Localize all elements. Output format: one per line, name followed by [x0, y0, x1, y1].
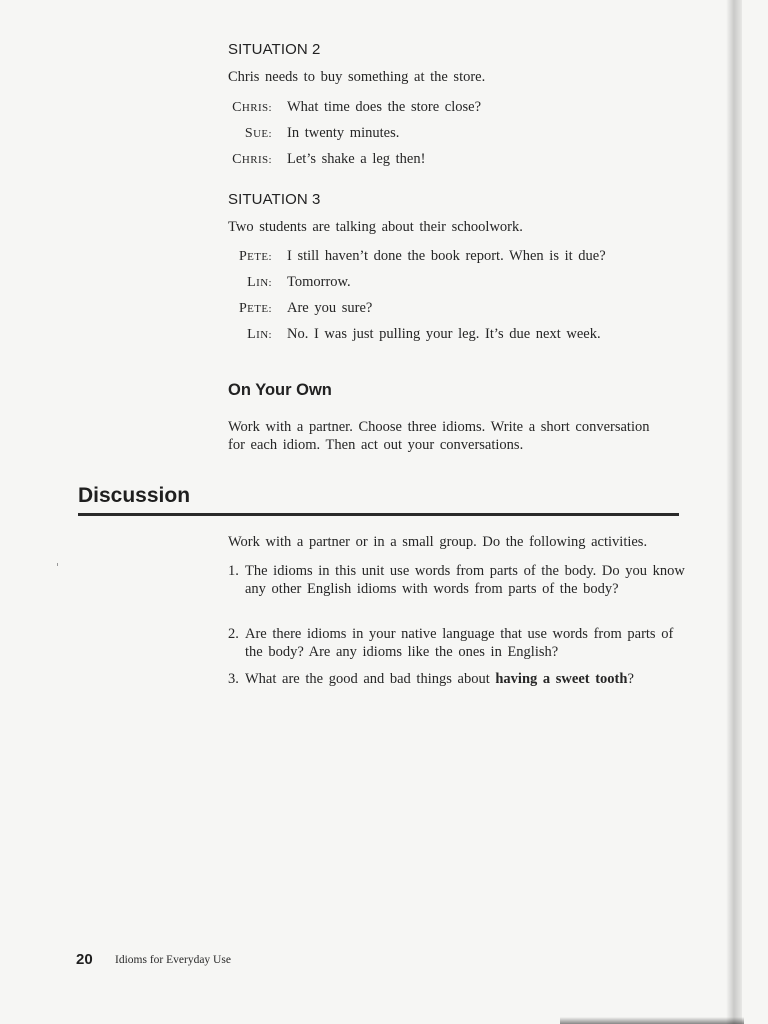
speaker-label: LIN: [247, 275, 272, 290]
on-your-own-text-line-2: for each idiom. Then act out your conversations. [228, 437, 524, 453]
situation-2-heading: SITUATION 2 [228, 41, 321, 58]
dialogue-line [0, 124, 768, 142]
dialogue-line [0, 247, 768, 265]
dialogue-line [0, 150, 768, 168]
idiom-emphasis: having a sweet tooth [495, 671, 628, 687]
dialogue-text: Are you sure? [287, 300, 373, 316]
dialogue-line [0, 98, 768, 116]
item-text: The idioms in this unit use words from parts of the body. Do you know any other English idioms with words from parts of the body? [245, 563, 685, 597]
item-text: What are the good and bad things about having a sweet tooth? [245, 671, 634, 687]
dialogue-text: What time does the store close? [287, 99, 482, 115]
situation-3-heading: SITUATION 3 [228, 191, 321, 208]
discussion-intro: Work with a partner or in a small group. Do the following activities. [228, 534, 648, 550]
speaker-label: PETE: [238, 301, 272, 316]
situation-3-intro: Two students are talking about their schoolwork. [228, 219, 523, 235]
dialogue-line [0, 273, 768, 291]
page-bottom-shadow [560, 1017, 744, 1024]
dialogue-text: Let’s shake a leg then! [287, 151, 426, 167]
situation-2-intro: Chris needs to buy something at the store. [228, 69, 486, 85]
discussion-section-title: Discussion [78, 484, 191, 507]
item-number: 2. [228, 626, 239, 642]
speaker-label: CHRIS: [232, 100, 272, 115]
page-number: 20 [76, 951, 93, 968]
section-divider [78, 513, 679, 516]
discussion-item-1 [228, 562, 688, 598]
dialogue-line [0, 299, 768, 317]
discussion-item-2 [228, 625, 688, 661]
speaker-label: PETE: [238, 249, 272, 264]
book-title: Idioms for Everyday Use [115, 954, 231, 966]
scan-speck [57, 563, 58, 566]
dialogue-text: In twenty minutes. [287, 125, 400, 141]
speaker-label: SUE: [244, 126, 272, 141]
item-number: 3. [228, 671, 239, 687]
item-number: 1. [228, 563, 239, 579]
on-your-own-heading: On Your Own [228, 381, 332, 399]
dialogue-text: I still haven’t done the book report. When is it due? [287, 248, 606, 264]
dialogue-line [0, 325, 768, 343]
dialogue-text: Tomorrow. [287, 274, 351, 290]
speaker-label: LIN: [247, 327, 272, 342]
dialogue-text: No. I was just pulling your leg. It’s due next week. [287, 326, 601, 342]
item-text: Are there idioms in your native language that use words from parts of the body? Are any idioms like the ones in English? [245, 626, 674, 660]
speaker-label: CHRIS: [232, 152, 272, 167]
discussion-item-3 [228, 670, 658, 688]
on-your-own-text-line-1: Work with a partner. Choose three idioms. Write a short conversation [228, 419, 650, 435]
